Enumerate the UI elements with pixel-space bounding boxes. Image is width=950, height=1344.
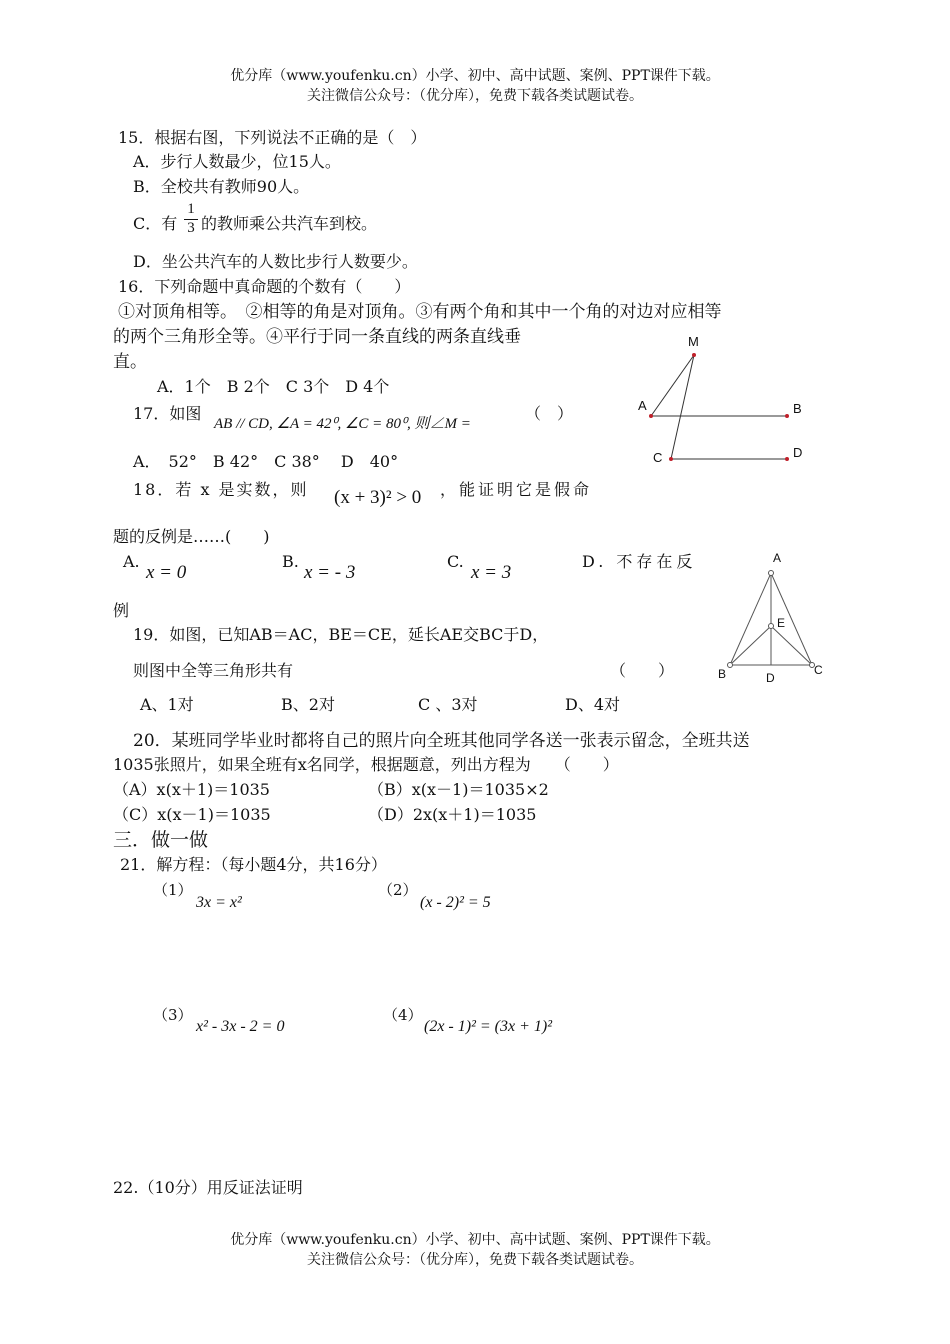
q17-paren: （ ） [525,404,574,423]
q18-option-b: x = - 3 [304,562,356,583]
q19-line-2: 则图中全等三角形共有 [133,661,294,680]
q20-line-2: 1035张照片，如果全班有x名同学，根据题意，列出方程为 （ ） [113,755,619,774]
q21-item-4-math: (2x - 1)² = (3x + 1)² [424,1018,553,1035]
q19-option-a: A、1对 [140,695,194,714]
q21-item-1-math: 3x = x² [196,894,242,911]
label-b: B [718,667,727,681]
fraction-numerator: 1 [187,201,195,217]
footer-line-1: 优分库（www.youfenku.cn）小学、初中、高中试题、案例、PPT课件下载。 [230,1232,720,1248]
q18-math: (x + 3)² > 0 [334,487,422,508]
line-be [730,626,771,665]
line-ce [771,626,812,665]
q17-math: AB // CD, ∠A = 42⁰, ∠C = 80⁰, 则∠M = [214,416,471,432]
q18-stem: 18．若 x 是实数，则 [133,480,309,499]
q16-line-1: ①对顶角相等。 ②相等的角是对顶角。③有两个角和其中一个角的对边对应相等 [118,302,722,322]
q21-item-4-label: （4） [383,1006,423,1024]
q20-option-b: （B）x(x－1)＝1035×2 [368,780,549,799]
q17-options: A． 52° B 42° C 38° D 40° [133,452,399,471]
q20-option-a: （A）x(x＋1)＝1035 [113,780,270,799]
q15-option-d: D．坐公共汽车的人数比步行人数要少。 [133,252,418,271]
label-a: A [773,551,782,565]
q18-option-c: x = 3 [471,562,512,583]
point-b [785,414,789,418]
point-e [769,624,774,629]
q20-option-d: （D）2x(x＋1)＝1035 [368,805,537,824]
q15-option-b: B．全校共有教师90人。 [133,177,310,196]
q15-stem: 15．根据右图，下列说法不正确的是（ ） [118,128,427,147]
line-ab [730,573,771,665]
q17-figure [630,330,810,470]
q21-item-2-label: （2） [378,881,418,899]
header-line-2: 关注微信公众号：（优分库），免费下载各类试题试卷。 [307,88,643,104]
label-m: M [688,334,699,349]
label-b: B [793,401,802,416]
header-line-1: 优分库（www.youfenku.cn）小学、初中、高中试题、案例、PPT课件下载。 [230,68,720,84]
q15-option-c-suffix: 的教师乘公共汽车到校。 [201,214,378,233]
q21-item-3-label: （3） [153,1006,193,1024]
q16-options: A．1个 B 2个 C 3个 D 4个 [157,377,390,396]
q18-option-d: D. 不存在反 [582,552,697,571]
q17-stem: 17．如图 [133,404,202,423]
q15-option-c-prefix: C．有 [133,214,178,233]
fraction-denominator: 3 [187,220,195,236]
q16-line-3: 直。 [113,352,147,372]
label-e: E [777,616,786,630]
q18-tail: 例 [113,601,130,620]
q15-option-a: A．步行人数最少，位15人。 [133,152,341,171]
point-d [785,457,789,461]
point-a [649,414,653,418]
q18-option-b-label: B. [282,552,299,571]
section-3-title: 三．做一做 [113,829,209,851]
point-c [669,457,673,461]
q20-line-1: 20．某班同学毕业时都将自己的照片向全班其他同学各送一张表示留念，全班共送 [133,731,750,751]
point-m [692,353,696,357]
footer-line-2: 关注微信公众号：（优分库），免费下载各类试题试卷。 [307,1252,643,1268]
q18-stem-post: ，能证明它是假命 [440,480,593,499]
q19-figure [710,548,830,688]
q19-paren: （ ） [610,661,675,680]
label-c: C [653,450,663,465]
q21-item-3-math: x² - 3x - 2 = 0 [196,1018,285,1035]
q18-option-a-label: A. [123,552,140,571]
q18-option-c-label: C. [447,552,464,571]
q18-line-2: 题的反例是……( ) [113,527,270,546]
q19-option-d: D、4对 [565,695,621,714]
label-d: D [793,445,803,460]
label-c: C [814,663,823,677]
q18-option-a: x = 0 [146,562,187,583]
q21-item-2-math: (x - 2)² = 5 [420,894,491,911]
q19-option-b: B、2对 [281,695,335,714]
q19-option-c: C 、3对 [418,695,478,714]
q15-fraction [184,201,198,237]
q21-stem: 21．解方程：（每小题4分，共16分） [120,855,387,874]
q16-line-2: 的两个三角形全等。④平行于同一条直线的两条直线垂 [113,327,521,347]
q20-option-c: （C）x(x－1)＝1035 [113,805,271,824]
point-a [769,571,774,576]
label-d: D [766,671,775,685]
q21-item-1-label: （1） [153,881,193,899]
q19-stem: 19．如图，已知AB＝AC，BE＝CE，延长AE交BC于D， [133,625,549,644]
point-b [728,663,733,668]
q22-stem: 22.（10分）用反证法证明 [113,1178,303,1197]
label-a: A [638,398,647,413]
q16-stem: 16．下列命题中真命题的个数有（ ） [118,277,411,296]
